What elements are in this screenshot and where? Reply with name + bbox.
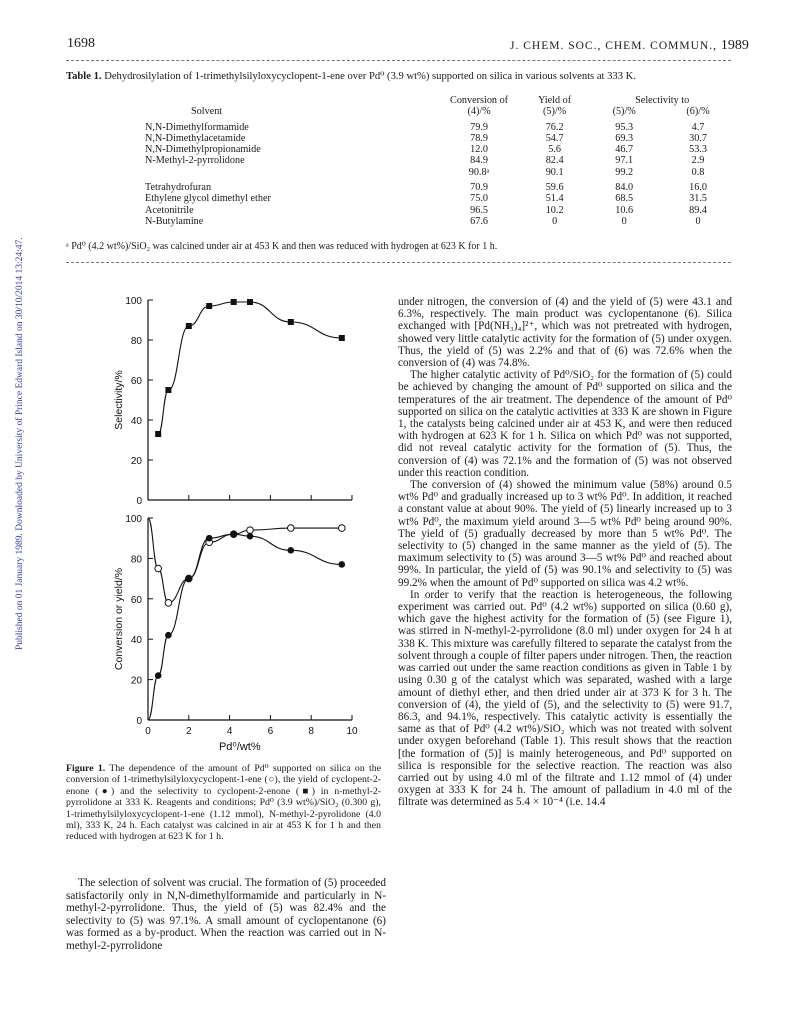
- data-point-square: [247, 299, 253, 305]
- col-sel6: (6)/%: [686, 106, 710, 118]
- y-tick-label: 80: [130, 554, 142, 566]
- results-table: [66, 95, 736, 227]
- col-sel5: (5)/%: [612, 106, 636, 118]
- data-point-square: [186, 323, 192, 329]
- cell-conversion: 79.9: [470, 121, 488, 133]
- data-point-open-circle: [247, 527, 254, 534]
- table-row: [66, 205, 736, 216]
- body-column-right: [398, 296, 732, 809]
- x-tick-label: 2: [186, 726, 192, 737]
- cell-conversion: 67.6: [470, 215, 488, 227]
- journal-year: 1989: [720, 38, 749, 53]
- series-line: [148, 534, 342, 720]
- download-notice: [3, 150, 25, 650]
- table-caption-label: Table 1.: [66, 71, 102, 82]
- paragraph: In order to verify that the reaction is heterogeneous, the following experiment was carried out. Pd⁰ (4.2 wt%) supported on silica (0.60 g), which gave the highest activity for the formation of (5) (see Figure 1), was stirred in N-methyl-2-pyrrolidone (8.0 ml) under oxygen for 24 h at 338 K. This mixture was carefully filtered to separate the catalyst from the solvent through a couple of filter papers under nitrogen. Then, the reaction was carried out under the same reaction conditions as given in Table 1 by using 0.30 g of the catalyst which was separated, washed with a large amount of diethyl ether, and then dried under air at 373 K for 3 h. The conversion of (4), the yield of (5), and the selectivity to (5) were 91.7, 86.3, and 94.1%, respectively. This catalytic activity is essentially the same as that of Pd⁰ (4.2 wt%)/SiO₂ which was not treated with solvent under oxygen beforehand (Table 1). This result shows that the reaction [the formation of (5)] is mainly heterogeneous, and Pd⁰ supported on silica is responsible for the selective reaction. The reaction was also carried out by using 4.0 ml of the filtrate and 1.12 mmol of (4) under oxygen at 333 K for 24 h. The amount of palladium in 4.0 ml of the filtrate was determined as 5.4 × 10⁻⁴ (i.e. 14.4: [398, 588, 732, 809]
- y-tick-label: 0: [136, 496, 142, 507]
- cell-sel6: 2.9: [691, 155, 705, 167]
- cell-sel5: 0: [621, 215, 627, 227]
- cell-solvent: N-Butylamine: [145, 215, 204, 227]
- col-yield-sub: (5)/%: [543, 106, 567, 118]
- cell-conversion: 75.0: [470, 193, 488, 205]
- table-caption-text: Dehydrosilylation of 1-trimethylsilyloxycyclopent-1-ene over Pd⁰ (3.9 wt%) supported on silica in various solvents at 333 K.: [104, 71, 636, 82]
- y-axis-label: Conversion or yield/%: [113, 567, 125, 671]
- cell-yield: 76.2: [545, 121, 564, 133]
- data-point-square: [231, 299, 237, 305]
- data-point-open-circle: [288, 525, 295, 532]
- data-point-square: [339, 335, 345, 341]
- cell-sel6: 89.4: [689, 204, 707, 216]
- y-tick-label: 40: [130, 635, 142, 647]
- paragraph: The higher catalytic activity of Pd⁰/SiO₂ for the formation of (5) could be achieved by changing the amount of Pd⁰ supported on silica and the temperatures of the air treatment. The dependence of the amount of Pd⁰ supported on silica on the catalytic activities at 333 K are shown in Figure 1, the catalysts being calcined under air at 453 K, and were then reduced with hydrogen at 623 K for 1 h. Silica on which Pd⁰ was not supported, did not reveal catalytic activity for the formation of (5). Thus, the conversion of (4) was 72.1% and the formation of (5) was not observed under this reaction condition.: [398, 369, 732, 479]
- cell-conversion: 70.9: [470, 182, 488, 194]
- col-yield: Yield of: [538, 95, 572, 106]
- cell-sel5: 46.7: [615, 144, 634, 156]
- col-selectivity: Selectivity to: [635, 95, 690, 106]
- y-tick-label: 20: [130, 675, 142, 687]
- data-point-filled-circle: [230, 531, 237, 538]
- y-tick-label: 60: [130, 376, 142, 387]
- cell-conversion: 78.9: [470, 132, 488, 144]
- cell-solvent: N,N-Dimethylpropionamide: [145, 144, 261, 156]
- cell-yield: 5.6: [548, 144, 561, 156]
- journal-name: J. CHEM. SOC., CHEM. COMMUN.,: [510, 40, 717, 52]
- cell-sel6: 30.7: [689, 132, 707, 144]
- table-caption: [66, 70, 736, 82]
- cell-sel5: 68.5: [615, 193, 634, 205]
- data-point-open-circle: [165, 600, 172, 607]
- cell-solvent: Tetrahydrofuran: [145, 182, 212, 194]
- cell-sel6: 4.7: [691, 121, 705, 133]
- cell-conversion: 96.5: [470, 204, 488, 216]
- table-row: [66, 122, 736, 133]
- paragraph: under nitrogen, the conversion of (4) and the yield of (5) were 43.1 and 6.3%, respectively. The main product was cyclopentanone (6). Silica exchanged with [Pd(NH₃)₄]²⁺, which was not pretreated with hydrogen, showed very little catalytic activity for the formation of (5) under oxygen. Thus, the yield of (5) was 2.2% and that of (6) was 72.6% when the conversion of (4) was 74.8%.: [398, 296, 732, 370]
- cell-solvent: [66, 167, 437, 178]
- middle-rule: [66, 262, 731, 263]
- y-tick-label: 20: [130, 456, 142, 467]
- cell-sel5: 97.1: [615, 155, 634, 167]
- cell-sel6: 0: [695, 215, 701, 227]
- cell-yield: 51.4: [545, 193, 564, 205]
- data-point-square: [206, 303, 212, 309]
- cell-yield: 59.6: [545, 182, 564, 194]
- series-line: [158, 302, 342, 434]
- paragraph: The selection of solvent was crucial. The formation of (5) proceeded satisfactorily only in N,N-dimethylformamide and particularly in N-methyl-2-pyrrolidone. Thus, the yield of (5) was 82.4% and the selectivity to (5) was 97.1%. A small amount of cyclopentanone (6) was formed as a by-product. When the reaction was carried out in N-methyl-2-pyrrolidone: [66, 877, 386, 952]
- data-point-filled-circle: [339, 561, 346, 568]
- cell-yield: 10.2: [545, 204, 564, 216]
- cell-conversion: 84.9: [470, 155, 488, 167]
- figure-caption-label: Figure 1.: [66, 763, 106, 774]
- x-axis-label: Pd⁰/wt%: [218, 741, 261, 753]
- paragraph: The conversion of (4) showed the minimum value (58%) around 0.5 wt% Pd⁰ and gradually increased up to 3 wt% Pd⁰. In addition, it reached a constant value at about 90%. The yield of (5) linearly increased up to 3 wt% Pd⁰, the maximum yield around 3—5 wt% Pd⁰ being around 90%. The yield of (5) gradually decreased by more than 5 wt% Pd⁰. The selectivity to (5) changed in the same manner as the yield of (5). The maximum selectivity to (5) was around 3—5 wt% Pd⁰ and reached about 99%. In particular, the yield of (5) was 90.1% and selectivity to (5) was 99.2% when the amount of Pd⁰ supported on silica was 4.2 wt%.: [398, 479, 732, 589]
- y-tick-label: 80: [130, 336, 142, 347]
- table-row: [66, 193, 736, 204]
- col-solvent: Solvent: [191, 106, 223, 118]
- cell-yield: 90.1: [545, 166, 564, 178]
- table-row: [66, 155, 736, 166]
- top-rule: [66, 60, 731, 61]
- cell-conversion: 12.0: [470, 144, 488, 156]
- x-tick-label: 10: [346, 726, 358, 737]
- cell-sel6: 53.3: [689, 144, 707, 156]
- y-tick-label: 40: [130, 416, 142, 427]
- y-axis-label: Selectivity/%: [113, 370, 125, 430]
- table-row: [66, 144, 736, 155]
- data-point-filled-circle: [155, 672, 162, 679]
- data-point-open-circle: [155, 565, 162, 572]
- body-column-left: [66, 877, 386, 953]
- table-footnote: ᵃ Pd⁰ (4.2 wt%)/SiO₂ was calcined under air at 453 K and then was reduced with hydrogen at 623 K for 1 h.: [66, 241, 498, 252]
- table-row: [66, 133, 736, 144]
- y-tick-label: 60: [130, 594, 142, 606]
- x-tick-label: 0: [145, 726, 151, 737]
- cell-sel6: 31.5: [689, 193, 707, 205]
- table-row: [66, 216, 736, 227]
- data-point-filled-circle: [165, 632, 172, 639]
- cell-sel5: 10.6: [615, 204, 634, 216]
- data-point-square: [165, 387, 171, 393]
- series-line: [148, 518, 342, 603]
- cell-solvent: Acetonitrile: [145, 204, 194, 216]
- table-row: [66, 167, 736, 178]
- cell-conversion: 90.8ᵃ: [468, 166, 490, 178]
- y-tick-label: 100: [125, 296, 142, 307]
- data-point-square: [155, 431, 161, 437]
- data-point-filled-circle: [288, 547, 295, 554]
- col-conversion-sub: (4)/%: [467, 106, 491, 118]
- x-tick-label: 4: [226, 726, 233, 737]
- cell-yield: 54.7: [545, 132, 564, 144]
- cell-yield: 82.4: [545, 155, 564, 167]
- cell-solvent: N,N-Dimethylacetamide: [145, 132, 246, 144]
- cell-sel5: 99.2: [615, 166, 634, 178]
- data-point-open-circle: [339, 525, 346, 532]
- table-subheader-row: [66, 106, 736, 117]
- cell-yield: 0: [552, 215, 558, 227]
- cell-solvent: N-Methyl-2-pyrrolidone: [145, 155, 245, 167]
- figure-1-chart: [110, 292, 370, 762]
- table-header-row: [66, 95, 736, 106]
- x-tick-label: 8: [308, 726, 314, 737]
- download-notice-text: Published on 01 January 1989. Downloaded by University of Prince Edward Island on 30/10/2014 13:24:47.: [15, 237, 25, 650]
- data-point-filled-circle: [206, 535, 213, 542]
- data-point-filled-circle: [186, 575, 193, 582]
- table-row: [66, 182, 736, 193]
- data-point-filled-circle: [247, 533, 254, 540]
- data-point-square: [288, 319, 294, 325]
- y-tick-label: 100: [125, 514, 142, 525]
- cell-sel5: 84.0: [615, 182, 634, 194]
- col-conversion: Conversion of: [450, 95, 509, 106]
- page-number: 1698: [67, 36, 95, 51]
- figure-caption-text: The dependence of the amount of Pd⁰ supported on silica on the conversion of 1-trimethylsilyloxycyclopent-1-ene (○), the yield of cyclopent-2-enone (●) and the selectivity to cyclopent-2-enone (■) in n-methyl-2-pyrrolidone at 333 K. Reagents and conditions; Pd⁰ (3.9 wt%)/SiO₂ (0.300 g), 1-trimethylsilyloxycyclopent-1-ene (1.12 mmol), N-methyl-2-pyrolidone (4.0 ml), 333 K, 24 h. Each catalyst was calcined in air at 453 K for 1 h and then reduced with hydrogen at 623 K for 1 h.: [66, 763, 382, 843]
- cell-solvent: Ethylene glycol dimethyl ether: [145, 193, 271, 205]
- x-tick-label: 6: [267, 726, 274, 737]
- cell-sel5: 69.3: [615, 132, 634, 144]
- figure-caption: [66, 763, 381, 843]
- cell-sel5: 95.3: [615, 121, 634, 133]
- journal-header: [510, 38, 749, 54]
- table-body: [66, 122, 736, 228]
- y-tick-label: 0: [136, 716, 142, 727]
- cell-solvent: N,N-Dimethylformamide: [145, 121, 249, 133]
- cell-sel6: 16.0: [689, 182, 707, 194]
- cell-sel6: 0.8: [691, 166, 705, 178]
